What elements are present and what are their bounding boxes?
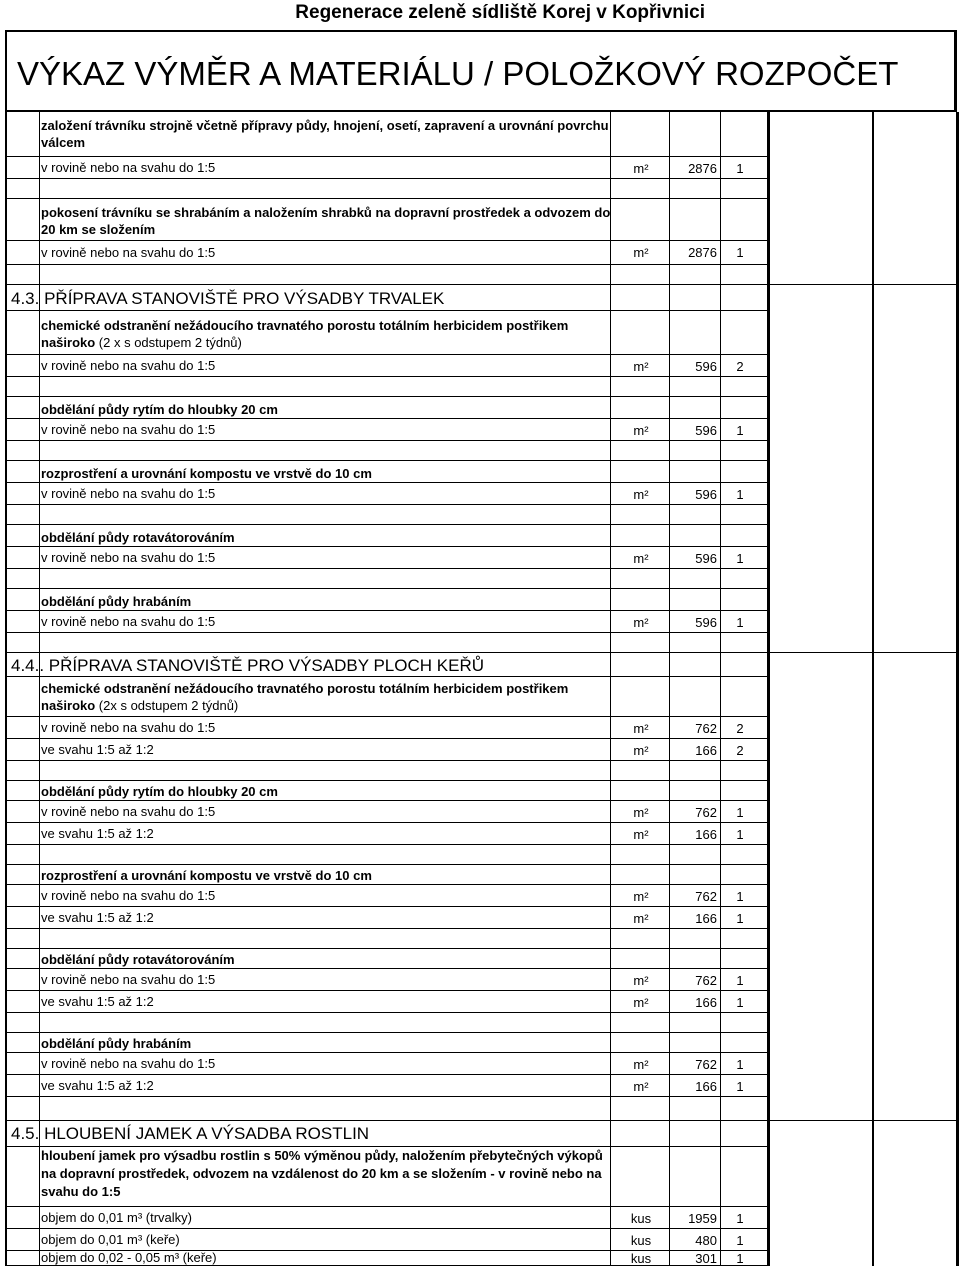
section-title: 4.3. PŘÍPRAVA STANOVIŠTĚ PRO VÝSADBY TRVALEK bbox=[11, 289, 445, 308]
row-coefficient: 2 bbox=[736, 359, 744, 374]
table-row bbox=[7, 884, 769, 906]
row-unit: m² bbox=[633, 1057, 649, 1072]
table-row bbox=[7, 800, 769, 822]
table-row bbox=[7, 112, 769, 156]
row-coefficient: 1 bbox=[736, 1251, 744, 1266]
empty-row bbox=[7, 178, 769, 198]
row-description: ve svahu 1:5 až 1:2 bbox=[41, 1078, 154, 1093]
table-row bbox=[7, 1146, 769, 1206]
table-row bbox=[7, 676, 769, 716]
row-unit: m² bbox=[633, 743, 649, 758]
row-coefficient: 1 bbox=[736, 551, 744, 566]
row-coefficient: 1 bbox=[736, 423, 744, 438]
row-unit: m² bbox=[633, 359, 649, 374]
table-row bbox=[7, 610, 769, 632]
row-coefficient: 1 bbox=[736, 615, 744, 630]
table-row bbox=[7, 588, 769, 610]
row-description: v rovině nebo na svahu do 1:5 bbox=[41, 614, 216, 629]
row-description: objem do 0,01 m³ (keře) bbox=[41, 1232, 180, 1247]
row-description: ve svahu 1:5 až 1:2 bbox=[41, 742, 154, 757]
row-unit: m² bbox=[633, 1079, 649, 1094]
item-description: obdělání půdy hrabáním bbox=[41, 594, 192, 609]
item-description: založení trávníku strojně včetně přípravy půdy, hnojení, osetí, zapravení a urovnání povrchu válcem bbox=[41, 118, 609, 150]
heading-box bbox=[5, 30, 957, 112]
table-row bbox=[7, 1228, 769, 1250]
row-unit: m² bbox=[633, 805, 649, 820]
row-unit: kus bbox=[630, 1233, 652, 1248]
table-row bbox=[7, 524, 769, 546]
row-description: v rovině nebo na svahu do 1:5 bbox=[41, 888, 216, 903]
row-quantity: 166 bbox=[695, 995, 717, 1010]
table-row bbox=[7, 780, 769, 800]
row-unit: m² bbox=[633, 615, 649, 630]
document-title: Regenerace zeleně sídliště Korej v Kopřivnici bbox=[295, 2, 705, 23]
table-row bbox=[7, 1206, 769, 1228]
row-coefficient: 1 bbox=[736, 161, 744, 176]
row-unit: m² bbox=[633, 995, 649, 1010]
section-header-row bbox=[7, 1120, 959, 1146]
item-description: chemické odstranění nežádoucího travnatého porostu totálním herbicidem postřikem naširoko (2 x s odstupem 2 týdnů) bbox=[41, 318, 569, 350]
row-coefficient: 1 bbox=[736, 889, 744, 904]
row-quantity: 596 bbox=[695, 359, 717, 374]
table-row bbox=[7, 1052, 769, 1074]
row-description: ve svahu 1:5 až 1:2 bbox=[41, 910, 154, 925]
row-description: v rovině nebo na svahu do 1:5 bbox=[41, 972, 216, 987]
row-coefficient: 1 bbox=[736, 1079, 744, 1094]
empty-row bbox=[7, 1012, 769, 1032]
row-description: v rovině nebo na svahu do 1:5 bbox=[41, 486, 216, 501]
row-unit: m² bbox=[633, 973, 649, 988]
table-row bbox=[7, 156, 769, 178]
empty-row bbox=[7, 844, 769, 864]
table-row bbox=[7, 822, 769, 844]
row-description: v rovině nebo na svahu do 1:5 bbox=[41, 720, 216, 735]
table-row bbox=[7, 738, 769, 760]
row-unit: m² bbox=[633, 423, 649, 438]
row-coefficient: 1 bbox=[736, 995, 744, 1010]
empty-row bbox=[7, 632, 769, 652]
row-description: v rovině nebo na svahu do 1:5 bbox=[41, 804, 216, 819]
row-description: v rovině nebo na svahu do 1:5 bbox=[41, 1056, 216, 1071]
section-header-row bbox=[7, 652, 959, 676]
row-quantity: 596 bbox=[695, 487, 717, 502]
row-coefficient: 1 bbox=[736, 1057, 744, 1072]
table-row bbox=[7, 482, 769, 504]
table-row bbox=[7, 460, 769, 482]
row-description: objem do 0,01 m³ (trvalky) bbox=[41, 1210, 192, 1225]
item-description: rozprostření a urovnání kompostu ve vrstvě do 10 cm bbox=[41, 466, 372, 481]
table-row bbox=[7, 990, 769, 1012]
row-quantity: 762 bbox=[695, 1057, 717, 1072]
empty-row bbox=[7, 264, 769, 284]
empty-row bbox=[7, 440, 769, 460]
row-coefficient: 1 bbox=[736, 911, 744, 926]
row-coefficient: 2 bbox=[736, 721, 744, 736]
table-row bbox=[7, 310, 769, 354]
row-quantity: 762 bbox=[695, 973, 717, 988]
section-title: 4.5. HLOUBENÍ JAMEK A VÝSADBA ROSTLIN bbox=[11, 1124, 370, 1143]
row-unit: kus bbox=[630, 1211, 652, 1226]
section-title: 4.4.. PŘÍPRAVA STANOVIŠTĚ PRO VÝSADBY PLOCH KEŘŮ bbox=[11, 656, 484, 675]
row-quantity: 762 bbox=[695, 889, 717, 904]
item-description: obdělání půdy rotavátorováním bbox=[41, 530, 235, 545]
row-quantity: 166 bbox=[695, 1079, 717, 1094]
table-row bbox=[7, 198, 769, 240]
item-description: chemické odstranění nežádoucího travnatého porostu totálním herbicidem postřikem naširoko (2x s odstupem 2 týdnů) bbox=[41, 681, 569, 713]
row-quantity: 2876 bbox=[688, 245, 717, 260]
row-quantity: 1959 bbox=[688, 1211, 717, 1226]
page-heading: VÝKAZ VÝMĚR A MATERIÁLU / POLOŽKOVÝ ROZPOČET bbox=[17, 55, 899, 92]
row-quantity: 301 bbox=[695, 1251, 717, 1266]
table-row bbox=[7, 546, 769, 568]
empty-row bbox=[7, 376, 769, 396]
row-quantity: 596 bbox=[695, 423, 717, 438]
row-quantity: 596 bbox=[695, 551, 717, 566]
table-row bbox=[7, 968, 769, 990]
item-description: obdělání půdy rotavátorováním bbox=[41, 952, 235, 967]
table-row bbox=[7, 1074, 769, 1096]
row-coefficient: 2 bbox=[736, 743, 744, 758]
row-unit: m² bbox=[633, 245, 649, 260]
row-coefficient: 1 bbox=[736, 973, 744, 988]
empty-row bbox=[7, 1096, 769, 1120]
table-row bbox=[7, 418, 769, 440]
row-unit: m² bbox=[633, 161, 649, 176]
row-quantity: 2876 bbox=[688, 161, 717, 176]
table-row bbox=[7, 354, 769, 376]
row-coefficient: 1 bbox=[736, 245, 744, 260]
table-row bbox=[7, 864, 769, 884]
empty-row bbox=[7, 760, 769, 780]
item-description: hloubení jamek pro výsadbu rostlin s 50% výměnou půdy, naložením přebytečných výkopů na dopravní prostředek, odvozem na vzdálenost do 20 km a se složením - v rovině nebo na svahu do 1:5 bbox=[41, 1148, 603, 1199]
row-quantity: 762 bbox=[695, 805, 717, 820]
item-description: rozprostření a urovnání kompostu ve vrstvě do 10 cm bbox=[41, 868, 372, 883]
budget-table bbox=[5, 112, 957, 1266]
row-quantity: 166 bbox=[695, 743, 717, 758]
row-unit: m² bbox=[633, 551, 649, 566]
table-row bbox=[7, 396, 769, 418]
row-quantity: 166 bbox=[695, 911, 717, 926]
row-quantity: 480 bbox=[695, 1233, 717, 1248]
empty-row bbox=[7, 928, 769, 948]
row-description: objem do 0,02 - 0,05 m³ (keře) bbox=[41, 1250, 217, 1265]
row-description: v rovině nebo na svahu do 1:5 bbox=[41, 160, 216, 175]
row-description: v rovině nebo na svahu do 1:5 bbox=[41, 550, 216, 565]
row-coefficient: 1 bbox=[736, 487, 744, 502]
row-unit: m² bbox=[633, 487, 649, 502]
row-coefficient: 1 bbox=[736, 1233, 744, 1248]
row-quantity: 596 bbox=[695, 615, 717, 630]
row-coefficient: 1 bbox=[736, 1211, 744, 1226]
item-description: obdělání půdy hrabáním bbox=[41, 1036, 192, 1051]
row-unit: kus bbox=[630, 1251, 652, 1266]
row-coefficient: 1 bbox=[736, 805, 744, 820]
table-row bbox=[7, 1250, 769, 1266]
table-row bbox=[7, 240, 769, 264]
row-unit: m² bbox=[633, 827, 649, 842]
table-row bbox=[7, 906, 769, 928]
row-description: v rovině nebo na svahu do 1:5 bbox=[41, 358, 216, 373]
item-description: obdělání půdy rytím do hloubky 20 cm bbox=[41, 784, 278, 799]
item-description: obdělání půdy rytím do hloubky 20 cm bbox=[41, 402, 278, 417]
empty-row bbox=[7, 504, 769, 524]
table-row bbox=[7, 948, 769, 968]
row-unit: m² bbox=[633, 911, 649, 926]
row-description: ve svahu 1:5 až 1:2 bbox=[41, 994, 154, 1009]
row-description: v rovině nebo na svahu do 1:5 bbox=[41, 422, 216, 437]
item-description: pokosení trávníku se shrabáním a naložením shrabků na dopravní prostředek a odvozem do 20 km se složením bbox=[41, 205, 611, 237]
row-unit: m² bbox=[633, 889, 649, 904]
row-description: ve svahu 1:5 až 1:2 bbox=[41, 826, 154, 841]
empty-row bbox=[7, 568, 769, 588]
row-coefficient: 1 bbox=[736, 827, 744, 842]
row-unit: m² bbox=[633, 721, 649, 736]
section-header-row bbox=[7, 284, 959, 310]
table-row bbox=[7, 716, 769, 738]
row-quantity: 762 bbox=[695, 721, 717, 736]
row-quantity: 166 bbox=[695, 827, 717, 842]
row-description: v rovině nebo na svahu do 1:5 bbox=[41, 245, 216, 260]
table-row bbox=[7, 1032, 769, 1052]
